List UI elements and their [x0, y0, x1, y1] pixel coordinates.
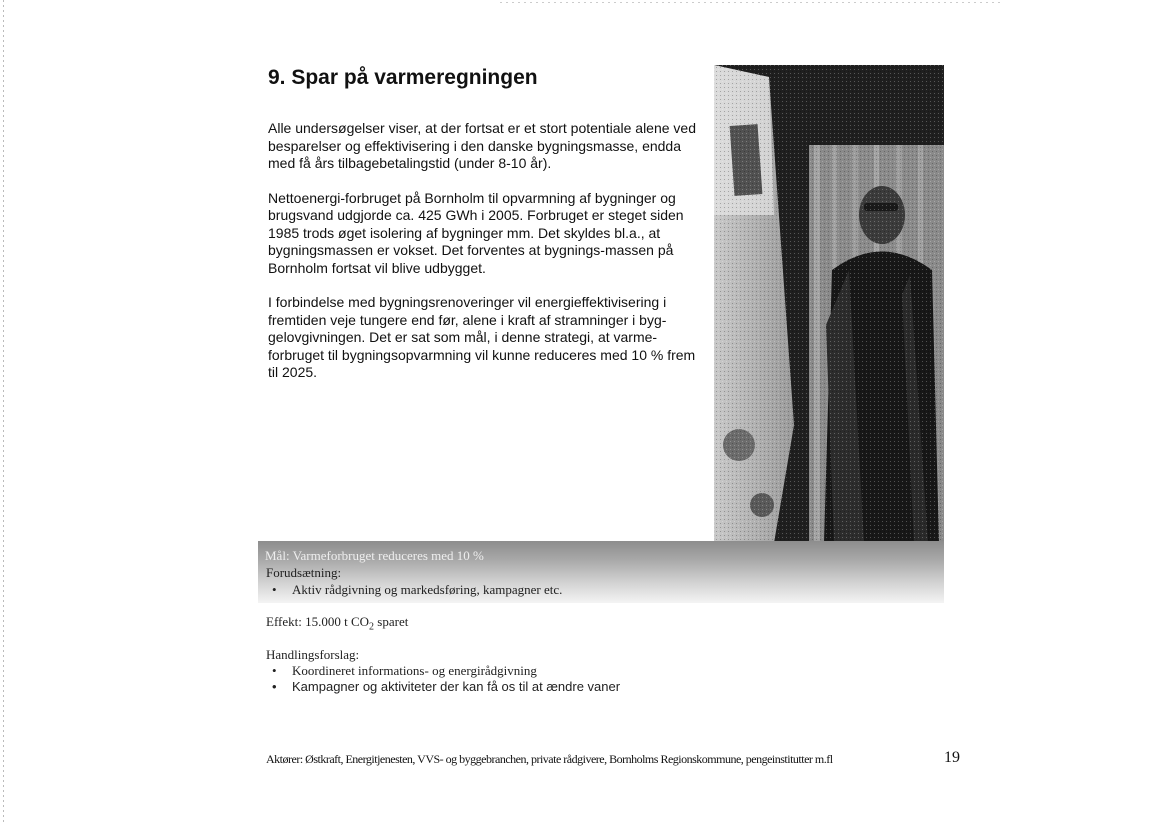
effect-prefix: Effekt: 15.000 t CO [266, 614, 370, 629]
action-item [272, 663, 537, 679]
effect-suffix: sparet [374, 614, 409, 629]
effect-subscript: 2 [369, 621, 375, 633]
section-heading: 9. Spar på varmeregningen [268, 66, 538, 89]
photo-illustration [714, 65, 944, 543]
bullet-icon: • [272, 679, 277, 694]
paragraph-3: I forbindelse med bygningsrenoveringer vil energieffektivisering i fremtiden veje tungere end før, alene i kraft af stramninger i byg-gelovgivningen. Det er sat som mål, i denne strategi, at varme-forbruget til bygningsopvarmning vil kunne reduceres med 10 % frem til 2025. [268, 294, 696, 380]
preconditions-label: Forudsætning: [266, 565, 342, 580]
paragraph-2: Nettoenergi-forbruget på Bornholm til opvarmning af bygninger og brugsvand udgjorde ca. 425 GWh i 2005. Forbruget er steget siden 1985 trods øget isolering af bygninger mm. Det skyldes bl.a., at bygningsmassen er vokset. Det forventes at bygnings-massen på Bornholm fortsat vil blive udbygget. [268, 189, 684, 276]
effect-line [266, 614, 408, 633]
body-text [268, 120, 700, 399]
scan-left-edge [3, 0, 4, 825]
page-number: 19 [944, 749, 960, 766]
action-text: Koordineret informations- og energirådgivning [292, 663, 537, 678]
goal-line [265, 548, 484, 564]
paragraph-1: Alle undersøgelser viser, at der fortsat er et stort potentiale alene ved besparelser og effektivisering i den danske bygningsmasse, endda med få års tilbagebetalingstid (under 8-10 år). [268, 120, 697, 171]
bullet-icon: • [272, 582, 277, 597]
bullet-icon: • [272, 663, 277, 678]
photo-person-at-exhibition [714, 65, 944, 543]
action-text: Kampagner og aktiviteter der kan få os til at ændre vaner [292, 679, 621, 694]
goal-text: Varmeforbruget reduceres med 10 % [292, 548, 484, 563]
actions-label: Handlingsforslag: [266, 647, 360, 662]
actors-footer: Aktører: Østkraft, Energitjenesten, VVS- og byggebranchen, private rådgivere, Bornholms Regionskommune, pengeinstitutter m.fl [266, 752, 833, 766]
precondition-item [272, 582, 562, 598]
precondition-text: Aktiv rådgivning og markedsføring, kampagner etc. [292, 582, 563, 597]
action-item [272, 679, 620, 694]
scan-top-edge [500, 2, 1000, 3]
goal-label: Mål: [265, 548, 290, 563]
